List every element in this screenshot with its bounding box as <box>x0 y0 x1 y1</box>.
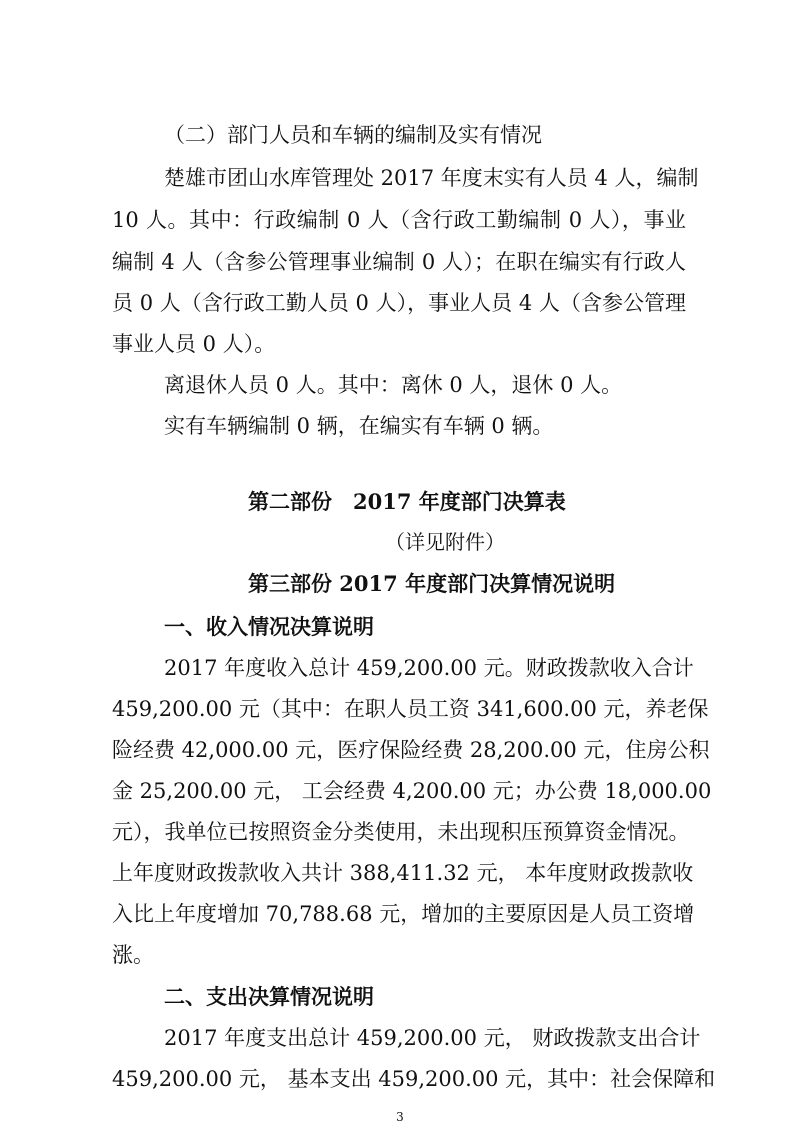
income-line-8: 涨。 <box>112 943 154 967</box>
para-staff-line-4: 员 0 人（含行政工勤人员 0 人），事业人员 4 人（含参公管理 <box>112 291 686 315</box>
part2-note: （详见附件） <box>385 530 505 554</box>
expense-line-1: 2017 年度支出总计 459,200.00 元， 财政拨款支出合计 <box>164 1026 701 1050</box>
income-line-4: 金 25,200.00 元， 工会经费 4,200.00 元；办公费 18,000.00 <box>112 779 712 803</box>
part2-title: 第二部份 2017 年度部门决算表 <box>248 489 566 514</box>
income-line-1: 2017 年度收入总计 459,200.00 元。财政拨款收入合计 <box>164 656 694 680</box>
income-line-6: 上年度财政拨款收入共计 388,411.32 元， 本年度财政拨款收 <box>112 861 694 885</box>
expense-heading: 二、支出决算情况说明 <box>164 984 374 1009</box>
para-staff-line-5: 事业人员 0 人）。 <box>112 332 276 356</box>
income-line-2: 459,200.00 元（其中：在职人员工资 341,600.00 元，养老保 <box>112 697 709 721</box>
expense-line-2: 459,200.00 元， 基本支出 459,200.00 元，其中：社会保障和 <box>112 1067 716 1091</box>
page-number: 3 <box>396 1110 404 1124</box>
income-line-3: 险经费 42,000.00 元，医疗保险经费 28,200.00 元，住房公积 <box>112 738 710 762</box>
para-retired: 离退休人员 0 人。其中：离休 0 人，退休 0 人。 <box>164 373 623 397</box>
para-vehicles: 实有车辆编制 0 辆，在编实有车辆 0 辆。 <box>164 414 554 438</box>
income-heading: 一、收入情况决算说明 <box>164 614 374 639</box>
para-staff-line-1: 楚雄市团山水库管理处 2017 年度末实有人员 4 人，编制 <box>164 166 699 190</box>
income-line-5: 元），我单位已按照资金分类使用，未出现积压预算资金情况。 <box>112 820 690 844</box>
para-staff-line-3: 编制 4 人（含参公管理事业编制 0 人）；在职在编实有行政人 <box>112 250 686 274</box>
income-line-7: 入比上年度增加 70,788.68 元，增加的主要原因是人员工资增 <box>112 902 695 926</box>
part3-title: 第三部份 2017 年度部门决算情况说明 <box>248 571 616 596</box>
para-staff-line-2: 10 人。其中：行政编制 0 人（含行政工勤编制 0 人），事业 <box>112 208 686 232</box>
section-heading-staff: （二）部门人员和车辆的编制及实有情况 <box>164 123 542 147</box>
